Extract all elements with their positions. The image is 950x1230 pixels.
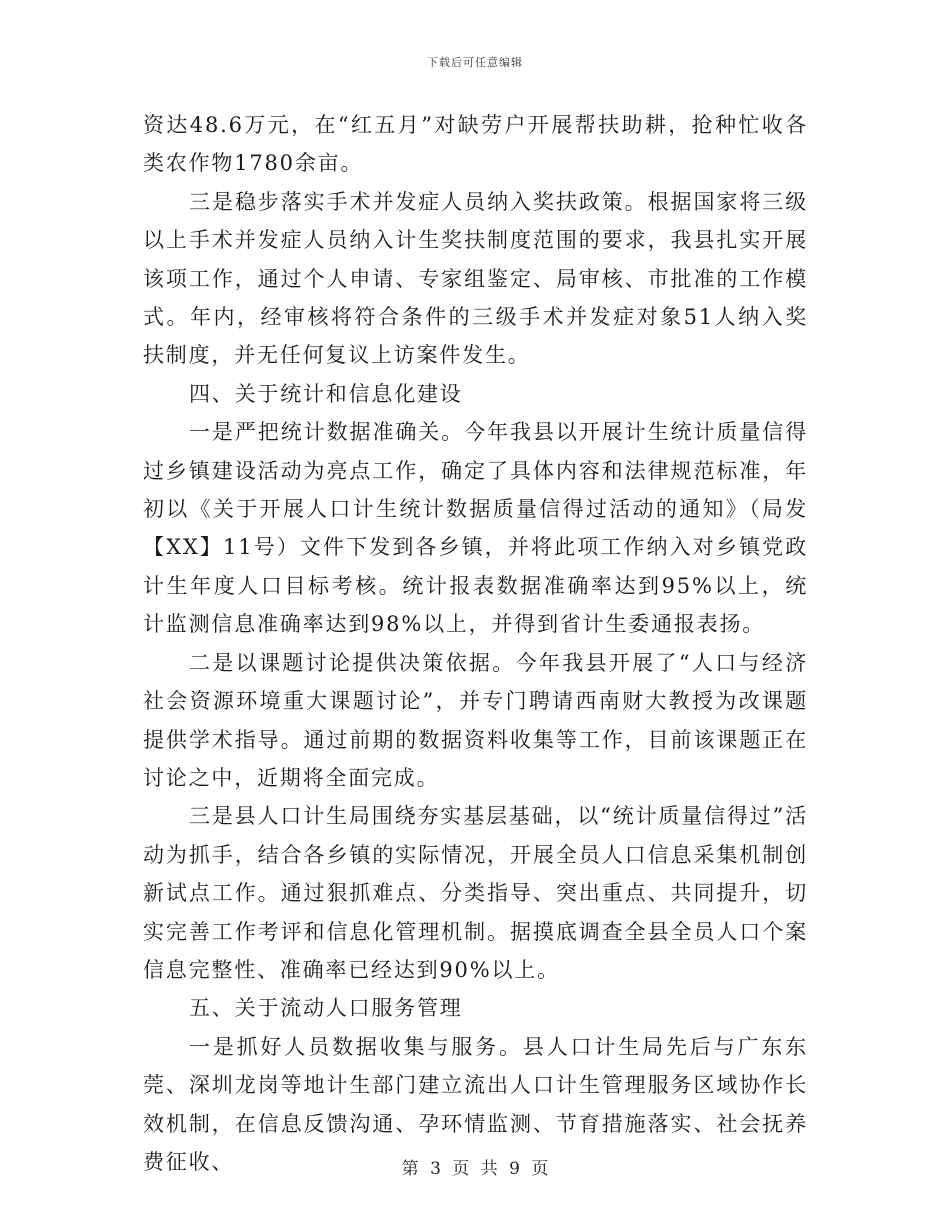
section-heading-statistics: 四、关于统计和信息化建设 [189,381,463,406]
section-heading-floating-population: 五、关于流动人口服务管理 [189,996,463,1021]
paragraph-surgery-complication-policy: 三是稳步落实手术并发症人员纳入奖扶政策。根据国家将三级以上手术并发症人员纳入计生奖扶制度范围的要求，我县扎实开展该项工作，通过个人申请、专家组鉴定、局审核、市批准的工作模式。年内，经审核将符合条件的三级手术并发症对象51人纳入奖扶制度，并无任何复议上访案件发生。 [143,189,808,368]
paragraph-information-pilot: 三是县人口计生局围绕夯实基层基础，以“统计质量信得过”活动为抓手，结合各乡镇的实际情况，开展全员人口信息采集机制创新试点工作。通过狠抓难点、分类指导、突出重点、共同提升，切实完善工作考评和信息化管理机制。据摸底调查全县全员人口个案信息完整性、准确率已经达到90%以上。 [143,804,808,982]
document-body [143,106,808,1181]
page-footer: 第 3 页 共 9 页 [401,1159,549,1179]
paragraph-statistics-accuracy: 一是严把统计数据准确关。今年我县以开展计生统计质量信得过乡镇建设活动为亮点工作，确定了具体内容和法律规范标准，年初以《关于开展人口计生统计数据质量信得过活动的通知》（局发【XX】11号）文件下发到各乡镇，并将此项工作纳入对乡镇党政计生年度人口目标考核。统计报表数据准确率达到95%以上，统计监测信息准确率达到98%以上，并得到省计生委通报表扬。 [143,420,808,637]
paragraph-continuation: 资达48.6万元，在“红五月”对缺劳户开展帮扶助耕，抢种忙收各类农作物1780余亩。 [143,113,808,176]
paragraph-research-topic: 二是以课题讨论提供决策依据。今年我县开展了“人口与经济社会资源环境重大课题讨论”，并专门聘请西南财大教授为改课题提供学术指导。通过前期的数据资料收集等工作，目前该课题正在讨论之中，近期将全面完成。 [143,650,808,790]
page-header: 下载后可任意编辑 [427,56,523,69]
paragraph-data-collection: 一是抓好人员数据收集与服务。县人口计生局先后与广东东莞、深圳龙岗等地计生部门建立流出人口计生管理服务区域协作长效机制，在信息反馈沟通、孕环情监测、节育措施落实、社会抚养费征收、 [143,1034,808,1174]
